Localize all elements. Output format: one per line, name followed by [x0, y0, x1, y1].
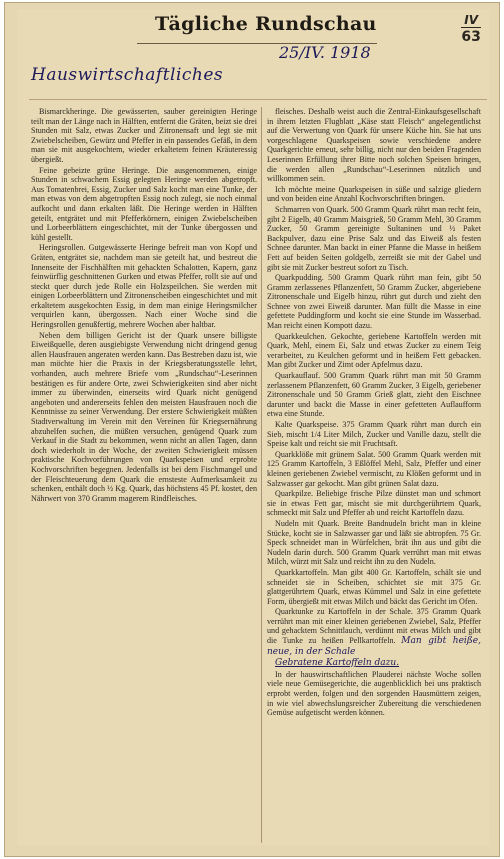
paper-sheet [4, 2, 500, 857]
paragraph-text: Quarktunke zu Kartoffeln in der Schale. 375 Gramm Quark verrührt man mit einer kleinen geriebenen Zwiebel, Salz, Pfeffer und gehacktem Schnittlauch, verdünnt mit etwas Milch und gibt die Tunke zu heißen Pellkartoffeln. [267, 607, 481, 646]
paragraph: Quarkauflauf. 500 Gramm Quark rührt man mit 50 Gramm zerlassenem Pflanzenfett, 60 Gramm Zucker, 3 Eigelb, geriebener Zitronenschale und 50 Gramm Grieß glatt, zieht den Eischnee darunter und backt die Masse in einer gefetteten Auflaufform etwa eine Stunde. [267, 371, 481, 419]
paragraph: Quarkklöße mit grünem Salat. 500 Gramm Quark werden mit 125 Gramm Kartoffeln, 3 Eßlöffel Mehl, Salz, Pfeffer und einer kleinen geriebenen Zwiebel vermischt, zu Klößen geformt und in Salzwasser gar gekocht. Man gibt grünen Salat dazu. [267, 449, 481, 488]
paragraph: Quarkkeulchen. Gekochte, geriebene Kartoffeln werden mit Quark, Mehl, einem Ei, Salz und etwas Zucker zu einem Teig verarbeitet, zu Keulchen geformt und in heißem Fett gebacken. Man gibt Zucker und Zimt oder Apfelmus dazu. [267, 331, 481, 370]
column-divider [261, 107, 262, 843]
paragraph: Feine gebeizte grüne Heringe. Die ausgenommenen, einige Stunden in schwachem Essig gelegten Heringe werden abgetropft. Aus Tomatenbrei, Essig, Zucker und Salz kocht man eine Tunke, der man etwas von dem abgetropften Essig noch zulegt, sie noch einmal aufkocht und dann erkalten läßt. Die Heringe werden in Hälften geteilt, entgrätet und mit Pfefferkörnern, einigen Zwiebelscheiben und Lorbeerblättern eingeschichtet, mit der Tunke übergossen und kühl gestellt. [31, 165, 257, 242]
handwritten-note: Gebratene Kartoffeln dazu. [275, 658, 400, 669]
paragraph: Neben dem billigen Gericht ist der Quark unsere billigste Eiweißquelle, deren ausgiebigste Verwendung nicht dringend genug allen Hausfrauen angeraten werden kann. Das Bestreben dazu ist, wie man möchte hier die Praxis in der Kriegsberatungsstelle lehrt, vorhanden, auch mehrere Briefe vom „Rundschau“-Leserinnen bestätigen es für andere Orte, zwei Schwierigkeiten sind aber nicht immer zu überwinden, einerseits wird Quark nicht genügend angeboten und andererseits fehlen den meisten Hausfrauen noch die Kenntnisse zu seiner Verwendung. Der erstere Schwierigkeit müßten Stadtverwaltung im Verein mit den Vereinen für Kriegsernährung abzuhelfen suchen, die müßten versuchen, genügend Quark zum Verkauf in die Stadt zu bekommen, wenn nicht an allen Tagen, dann doch wiederholt in der Woche, der zweiten Schwierigkeit müssen praktische Kochvorführungen von Quarkspeisen und erprobte Kochvorschriften begegnen. Jedenfalls ist bei dem Fischmangel und der Fleischteuerung dem Quark die ernsteste Aufmerksamkeit zu schenken, enthält doch ½ Kg. Quark, das höchstens 45 Pf. kostet, den Nährwert von 370 Gramm magerem Rindfleisches. [31, 330, 257, 503]
archive-volume: IV [461, 13, 481, 28]
paragraph: Quarkkartoffeln. Man gibt 400 Gr. Kartoffeln, schält sie und schneidet sie in Scheiben, schichtet sie mit 375 Gr. glattgerührtem Quark, etwas Kümmel und Salz in eine gefettete Form, übergießt mit etwas Milch und bäckt das Gericht im Ofen. [267, 567, 481, 606]
paragraph: Quarkpilze. Beliebige frische Pilze dünstet man und schmort sie in etwas Fett gar, mischt sie mit durchgerührtem Quark, schmeckt mit Salz und Pfeffer ab und reicht Kartoffeln dazu. [267, 489, 481, 518]
article-column-left [31, 107, 257, 504]
paragraph: Kalte Quarkspeise. 375 Gramm Quark rührt man durch ein Sieb, mischt 1/4 Liter Milch, Zucker und Vanille dazu, stellt die Speise kalt und reicht sie mit Fruchtsaft. [267, 420, 481, 449]
heading-rule [29, 99, 487, 100]
paragraph: Ich möchte meine Quarkspeisen in süße und salzige gliedern und von beiden eine Anzahl Kochvorschriften bringen. [267, 184, 481, 204]
archive-number [461, 13, 481, 45]
handwritten-side-note: Man gibt heiße, neue, in der Schale [267, 636, 481, 657]
paragraph: Nudeln mit Quark. Breite Bandnudeln bricht man in kleine Stücke, kocht sie in Salzwasser gar und läßt sie abtropfen. 75 Gr. Speck schneidet man in Würfelchen, brät ihn aus und gibt die Nudeln darin durch. 500 Gramm Quark verrührt man mit etwas Milch, würzt mit Salz und reicht ihn zu den Nudeln. [267, 518, 481, 567]
paragraph: fleisches. Deshalb weist auch die Zentral-Einkaufsgesellschaft in ihrem letzten Flugblatt „Käse statt Fleisch“ angelegentlichst auf die Verwertung von Quark für unsere Küche hin. Sie hat uns vorgeschlagene Quarkspeisen sowie verschiedene andere Quarkgerichte erneut, sehr billig, nicht nur den beiden Fragenden Leserinnen Erfüllung ihrer Bitte noch solchen Speisen bringen, die werden allen „Rundschau“-Leserinnen nützlich und willkommen sein. [267, 107, 481, 184]
newspaper-clipping [17, 9, 489, 845]
paragraph [267, 607, 481, 657]
paragraph: Heringsrollen. Gutgewässerte Heringe befreit man von Kopf und Gräten, entgrätet sie, nachdem man sie geteilt hat, und bestreut die Innenseite der Fischhälften mit gehackten Schalotten, Kapern, ganz feinwürflig geschnittenen Gurken und etwas Pfeffer, rollt sie auf und steckt quer durch jede Rolle ein Holzspeilchen. Sie werden mit einigen Lorbeerblättern und Zitronenscheiben eingeschichtet und mit erkaltetem ausgekochten Essig, in dem man einige Heringsmilcher verquirlen kann, übergossen. Nach einer Woche sind die Heringsrollen genußfertig, mehrere Wochen aber haltbar. [31, 243, 257, 330]
archive-page: 63 [461, 29, 481, 45]
newspaper-title: Tägliche Rundschau [155, 13, 377, 35]
paragraph: Bismarckheringe. Die gewässerten, sauber gereinigten Heringe teilt man der Länge nach in Hälften, entfernt die Gräten, beizt sie drei Stunden mit Salz, etwas Zucker und Zitronensaft und legt sie mit Zwiebelscheiben, Gewürz und Pfeffer in ein passendes Gefäß, in dem man sie mit ausgekochtem, wieder erkaltetem feinen Kräuteressig übergießt. [31, 107, 257, 164]
handwritten-heading: Hauswirtschaftliches [31, 65, 224, 85]
handwritten-date: 25/IV. 1918 [279, 43, 371, 62]
article-column-right [267, 107, 481, 719]
paragraph: In der hauswirtschaftlichen Plauderei nächste Woche sollen viele neue Gemüsegerichte, die augenblicklich bei uns praktisch erprobt werden, folgen und den sorgenden Hausmüttern zeigen, in wie viel abwechslungsreicher Zubereitung die verschiedenen Gemüse aufgetischt werden können. [267, 669, 481, 718]
paragraph: Schmarren von Quark. 500 Gramm Quark rührt man recht fein, gibt 2 Eigelb, 40 Gramm Maisgrieß, 50 Gramm Mehl, 30 Gramm Zucker, 50 Gramm gereinigte Sultaninen und ½ Paket Backpulver, dazu eine Prise Salz und das Eiweiß als festen Schnee darunter. Man backt in einer Pfanne die Masse in heißem Fett auf beiden Seiten goldgelb, zerreißt sie mit der Gabel und gibt sie mit Zucker bestreut sofort zu Tisch. [267, 204, 481, 272]
paragraph: Quarkpudding. 500 Gramm Quark rührt man fein, gibt 50 Gramm zerlassenes Pflanzenfett, 50 Gramm Zucker, abgeriebene Zitronenschale und Eigelb hinzu, rührt gut durch und zieht den Schnee von zwei Eiweiß darunter. Man füllt die Masse in eine gefettete Puddingform und kocht sie eine Stunde im Wasserbad. Man reicht einen Kompott dazu. [267, 273, 481, 331]
handwritten-note-line [267, 658, 481, 669]
